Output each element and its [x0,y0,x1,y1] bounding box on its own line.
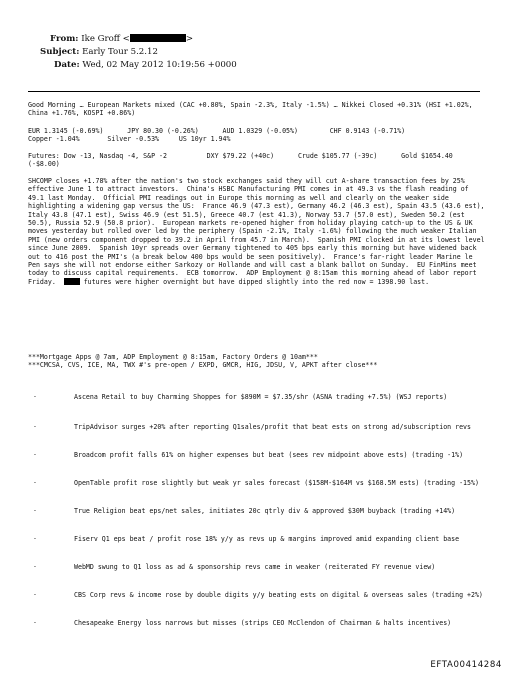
redaction-block [64,278,80,285]
list-item-text: TripAdvisor surges +20% after reporting Q1sales/profit that beat ests on strong ad/subscription revs [74,423,471,431]
bullet-marker: · [33,535,37,543]
list-item-text: Chesapeake Energy loss narrows but misses (strips CEO McClendon of Chairman & halts incentives) [74,619,452,627]
list-item-text: CBS Corp revs & income rose by double digits y/y beating ests on digital & overseas sales (trading +2%) [74,591,483,599]
intro-paragraph: Good Morning … European Markets mixed (CAC +0.80%, Spain -2.3%, Italy -1.5%) … Nikkei Closed +0.31% (HSI +1.02%, China +1.76%, KOSPI +0.86%) [28,101,477,118]
fx-paragraph: EUR 1.3145 (-0.69%) JPY 80.30 (-0.26%) AUD 1.0329 (-0.05%) CHF 0.9143 (-0.71%) Copper -1.04% Silver -0.53% US 10yr 1.94% [28,127,406,144]
header-divider [28,91,480,92]
from-line [50,34,193,45]
list-item-text: WebMD swung to Q1 loss as ad & sponsorship revs came in weaker (reiterated FY revenue view) [74,563,436,571]
subject-line [40,47,158,58]
bullet-marker: · [33,393,37,401]
document-id: EFTA00414284 [430,660,502,670]
list-item-text: True Religion beat eps/net sales, initiates 20c qtrly div & approved $30M buyback (trading +14%) [74,507,456,515]
bullet-marker: · [33,479,37,487]
date-label: Date: [54,60,80,70]
list-item [28,451,490,459]
list-item-text: Broadcom profit falls 61% on higher expenses but beat (sees rev midpoint above ests) (trading -1%) [74,451,464,459]
bullet-marker: · [33,451,37,459]
list-item-text: Ascena Retail to buy Charming Shoppes for $890M = $7.35/shr (ASNA trading +7.5%) (WSJ reports) [74,393,448,401]
list-item [28,563,490,571]
redaction-block [130,34,186,42]
bullet-marker: · [33,563,37,571]
futures-paragraph: Futures: Dow -13, Nasdaq -4, S&P -2 DXY $79.22 (+40c) Crude $105.77 (-39c) Gold $1654.40 (-$8.00) [28,152,457,169]
from-suffix: > [185,34,194,44]
date-line [54,60,237,71]
list-item [28,619,490,627]
list-item-text: Fiserv Q1 eps beat / profit rose 18% y/y as revs up & margins improved amid expanding client base [74,535,460,543]
list-item [28,535,490,543]
bullet-marker: · [33,591,37,599]
market-commentary [28,177,488,286]
list-item [28,507,490,515]
commentary-text: SHCOMP closes +1.78% after the nation's two stock exchanges said they will cut A-share transaction fees by 25% effective June 1 to attract investors. China's HSBC Manufacturing PMI comes in at 49.3 vs the flash reading of 49.1 last Monday. Official PMI readings out in Europe this morning as well and clearly on the weaker side highlighting a widening gap versus the US: France 46.9 (47.3 est), Germany 46.2 (46.3 est), Spain 43.5 (43.6 est), Italy 43.8 (47.1 est), Swiss 46.9 (est 51.5), Greece 40.7 (est 41.3), Norway 53.7 (57.0 est), Sweden 50.2 (est 50.5), Russia 52.9 (50.8 prior). European markets re-opened higher from holiday playing catch-up to the US & UK moves yesterday but rolled over led by the periphery (Spain -2.1%, Italy -1.6%) following the much weaker Italian PMI (new orders component dropped to 39.2 in April from 45.7 in March). Spanish PMI clocked in at its lowest level since June 2009. Spanish 10yr spreads over Germany tightened to 405 bps early this morning but have widened back out to 416 post the PMI's (a break below 400 bps would be seen positively). France's far-right leader Marine le Pen says she will not endorse either Sarkozy or Hollande and will cast a blank ballot on Sunday. EU FinMins meet today to discuss capital requirements. ECB tomorrow. ADP Employment @ 8:15am this morning ahead of labor report Friday. [28,177,489,286]
list-item [28,591,490,599]
bullet-marker: · [33,507,37,515]
date-value: Wed, 02 May 2012 10:19:56 +0000 [82,60,237,70]
list-item-text: OpenTable profit rose slightly but weak yr sales forecast ($158M-$164M vs $168.5M ests) (trading -15%) [74,479,479,487]
bullet-marker: · [33,619,37,627]
list-item [28,393,490,401]
list-item [28,423,490,431]
commentary-text-end: futures were higher overnight but have dipped slightly into the red now = 1398.90 last. [79,277,430,286]
subject-value: Early Tour 5.2.12 [82,47,158,57]
calendar-paragraph: ***Mortgage Apps @ 7am, ADP Employment @ 8:15am, Factory Orders @ 10am*** ***CMCSA, CVS, ICE, MA, TWX #'s pre-open / EXPD, GMCR, HIG, JDSU, V, APKT after close*** [28,353,378,370]
from-value: Ike Groff < [81,34,130,44]
from-label: From: [50,34,79,44]
bullet-marker: · [33,423,37,431]
list-item [28,479,490,487]
subject-label: Subject: [40,47,80,57]
